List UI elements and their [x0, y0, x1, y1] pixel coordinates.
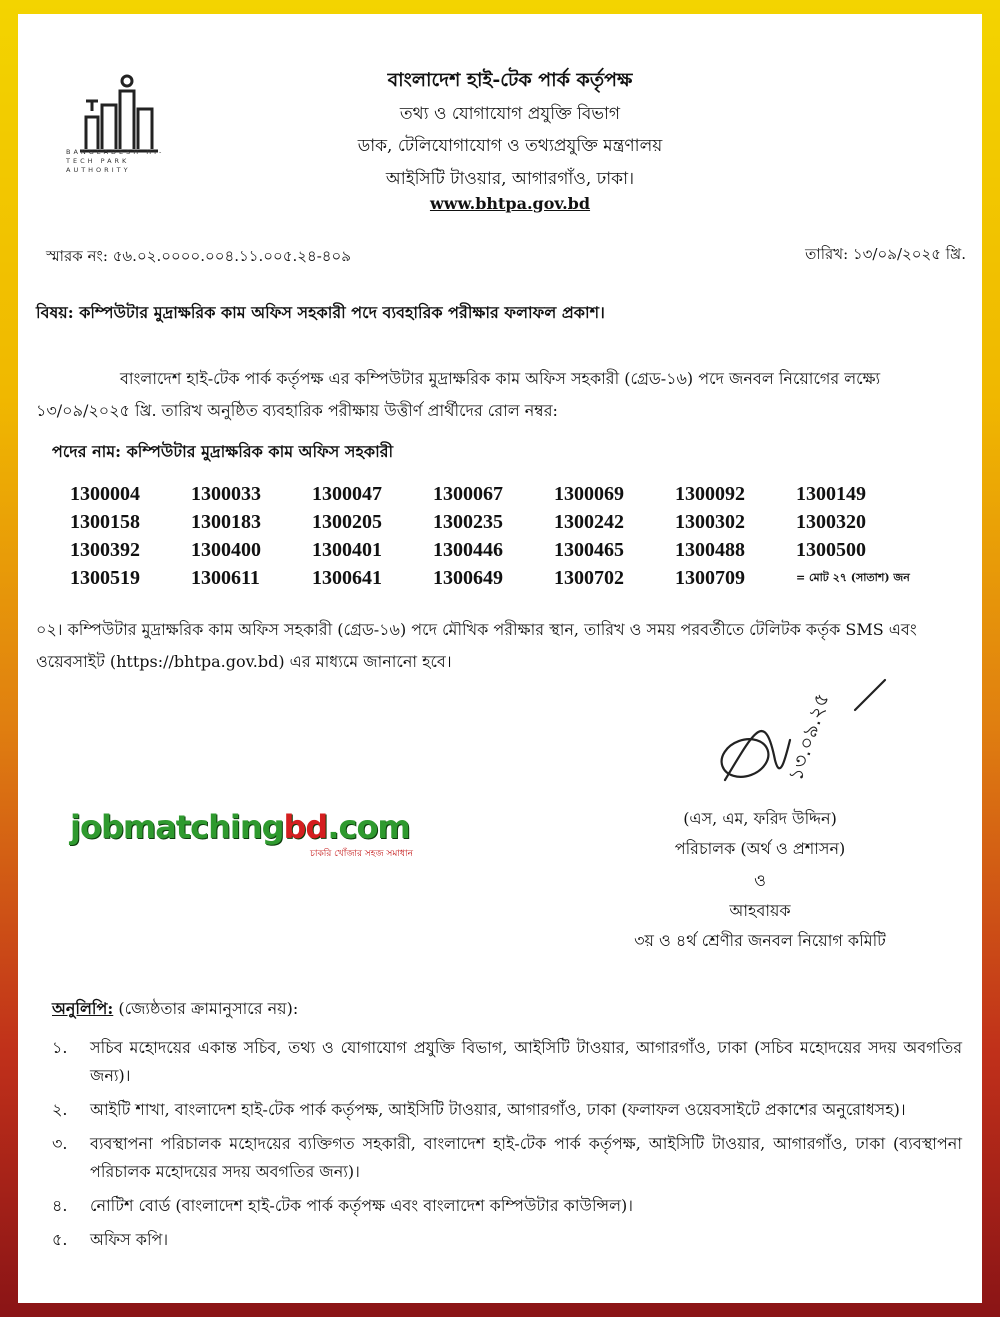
cc-item-number: ৩.: [52, 1134, 68, 1153]
cc-list: [52, 1034, 962, 1260]
signatory-committee: ৩য় ও ৪র্থ শ্রেণীর জনবল নিয়োগ কমিটি: [634, 931, 886, 950]
roll-number: 1300069: [554, 482, 624, 505]
memo-number: স্মারক নং: ৫৬.০২.০০০০.০০৪.১১.০০৫.২৪-৪০৯: [46, 247, 352, 265]
issue-date: তারিখ: ১৩/০৯/২০২৫ খ্রি.: [805, 245, 966, 263]
signatory-name: (এস, এম, ফরিদ উদ্দিন): [683, 809, 837, 828]
roll-number: 1300488: [675, 538, 745, 561]
roll-number: 1300004: [70, 482, 140, 505]
watermark-part1: jobmatching: [70, 808, 284, 846]
roll-number: 1300400: [191, 538, 261, 561]
subject-line: বিষয়: কম্পিউটার মুদ্রাক্ষরিক কাম অফিস সহকারী পদে ব্যবহারিক পরীক্ষার ফলাফল প্রকাশ।: [36, 303, 605, 322]
roll-number: 1300302: [675, 510, 745, 533]
roll-number: 1300519: [70, 566, 140, 589]
cc-item-text: নোটিশ বোর্ড (বাংলাদেশ হাই-টেক পার্ক কর্তৃপক্ষ এবং বাংলাদেশ কম্পিউটার কাউন্সিল)।: [90, 1196, 633, 1215]
cc-item-number: ২.: [52, 1100, 68, 1119]
roll-number: 1300320: [796, 510, 866, 533]
roll-number: 1300401: [312, 538, 382, 561]
roll-number: 1300092: [675, 482, 745, 505]
roll-number: 1300709: [675, 566, 745, 589]
list-item: [52, 1096, 962, 1124]
roll-number: 1300649: [433, 566, 503, 589]
cc-item-number: ৫.: [52, 1230, 68, 1249]
roll-number: 1300067: [433, 482, 503, 505]
signatory-role: আহবায়ক: [729, 901, 791, 920]
roll-row: [70, 480, 930, 508]
total-count-note: = মোট ২৭ (সাতাশ) জন: [796, 570, 910, 584]
roll-row: [70, 564, 930, 592]
office-address: আইসিটি টাওয়ার, আগারগাঁও, ঢাকা।: [385, 169, 635, 189]
roll-number: 1300611: [191, 566, 260, 589]
viva-paragraph: ০২। কম্পিউটার মুদ্রাক্ষরিক কাম অফিস সহকারী (গ্রেড-১৬) পদে মৌখিক পরীক্ষার স্থান, তারিখ ও সময় পরবর্তীতে টেলিটক কর্তৃক SMS এবং ওয়েবসাইট (https://bhtpa.gov.bd) এর মাধ্যমে জানানো হবে।: [36, 620, 917, 671]
cc-item-text: সচিব মহোদয়ের একান্ত সচিব, তথ্য ও যোগাযোগ প্রযুক্তি বিভাগ, আইসিটি টাওয়ার, আগারগাঁও, ঢাকা (সচিব মহোদয়ের সদয় অবগতির জন্য)।: [90, 1038, 962, 1085]
signatory-conjunction: ও: [754, 871, 766, 890]
post-title: পদের নাম: কম্পিউটার মুদ্রাক্ষরিক কাম অফিস সহকারী: [52, 442, 394, 461]
list-item: [52, 1034, 962, 1090]
logo-text: BANGLADESH HI-TECH PARK AUTHORITY: [66, 148, 165, 174]
cc-item-text: অফিস কপি।: [90, 1230, 169, 1249]
cc-item-text: ব্যবস্থাপনা পরিচালক মহোদয়ের ব্যক্তিগত সহকারী, বাংলাদেশ হাই-টেক পার্ক কর্তৃপক্ষ, আইসিটি টাওয়ার, আগারগাঁও, ঢাকা (ব্যবস্থাপনা পরিচালক মহোদয়ের সদয় অবগতির জন্য)।: [90, 1134, 962, 1181]
roll-number: 1300033: [191, 482, 261, 505]
intro-paragraph: বাংলাদেশ হাই-টেক পার্ক কর্তৃপক্ষ এর কম্পিউটার মুদ্রাক্ষরিক কাম অফিস সহকারী (গ্রেড-১৬) পদে জনবল নিয়োগের লক্ষ্যে ১৩/০৯/২০২৫ খ্রি. তারিখ অনুষ্ঠিত ব্যবহারিক পরীক্ষায় উত্তীর্ণ প্রার্থীদের রোল নম্বর:: [36, 369, 881, 420]
roll-number: 1300235: [433, 510, 503, 533]
roll-number: 1300702: [554, 566, 624, 589]
roll-number: 1300446: [433, 538, 503, 561]
roll-number: 1300205: [312, 510, 382, 533]
list-item: [52, 1192, 962, 1220]
organization-title: বাংলাদেশ হাই-টেক পার্ক কর্তৃপক্ষ: [387, 69, 633, 91]
roll-row: [70, 536, 930, 564]
signature-icon: [715, 670, 905, 800]
cc-label: অনুলিপি:: [52, 999, 114, 1018]
cc-heading: [52, 996, 298, 1023]
cc-note: (জ্যেষ্ঠতার ক্রামানুসারে নয়):: [118, 999, 299, 1018]
list-item: [52, 1226, 962, 1254]
signature-date: ১৩.০৯.২৫: [782, 689, 834, 784]
ministry-name: ডাক, টেলিযোগাযোগ ও তথ্যপ্রযুক্তি মন্ত্রণালয়: [357, 136, 663, 156]
roll-number: 1300500: [796, 538, 866, 561]
roll-number: 1300465: [554, 538, 624, 561]
roll-number: 1300158: [70, 510, 140, 533]
roll-number: 1300047: [312, 482, 382, 505]
watermark-part3: .com: [327, 808, 410, 846]
signatory-designation: পরিচালক (অর্থ ও প্রশাসন): [674, 839, 846, 858]
roll-number: 1300641: [312, 566, 382, 589]
watermark-part2: bd: [283, 808, 328, 846]
roll-number: 1300183: [191, 510, 261, 533]
cc-item-number: ১.: [52, 1038, 68, 1057]
roll-number-table: [70, 480, 930, 592]
division-name: তথ্য ও যোগাযোগ প্রযুক্তি বিভাগ: [399, 104, 621, 124]
cc-item-number: ৪.: [52, 1196, 68, 1215]
roll-number: 1300149: [796, 482, 866, 505]
list-item: [52, 1130, 962, 1186]
roll-number: 1300392: [70, 538, 140, 561]
watermark-tagline: চাকরি খোঁজার সহজ সমাধান: [310, 849, 413, 859]
roll-row: [70, 508, 930, 536]
cc-item-text: আইটি শাখা, বাংলাদেশ হাই-টেক পার্ক কর্তৃপক্ষ, আইসিটি টাওয়ার, আগারগাঁও, ঢাকা (ফলাফল ওয়েবসাইটে প্রকাশের অনুরোধসহ)।: [90, 1100, 906, 1119]
roll-number: 1300242: [554, 510, 624, 533]
website-link[interactable]: www.bhtpa.gov.bd: [429, 194, 591, 213]
watermark-logo: [70, 808, 413, 859]
